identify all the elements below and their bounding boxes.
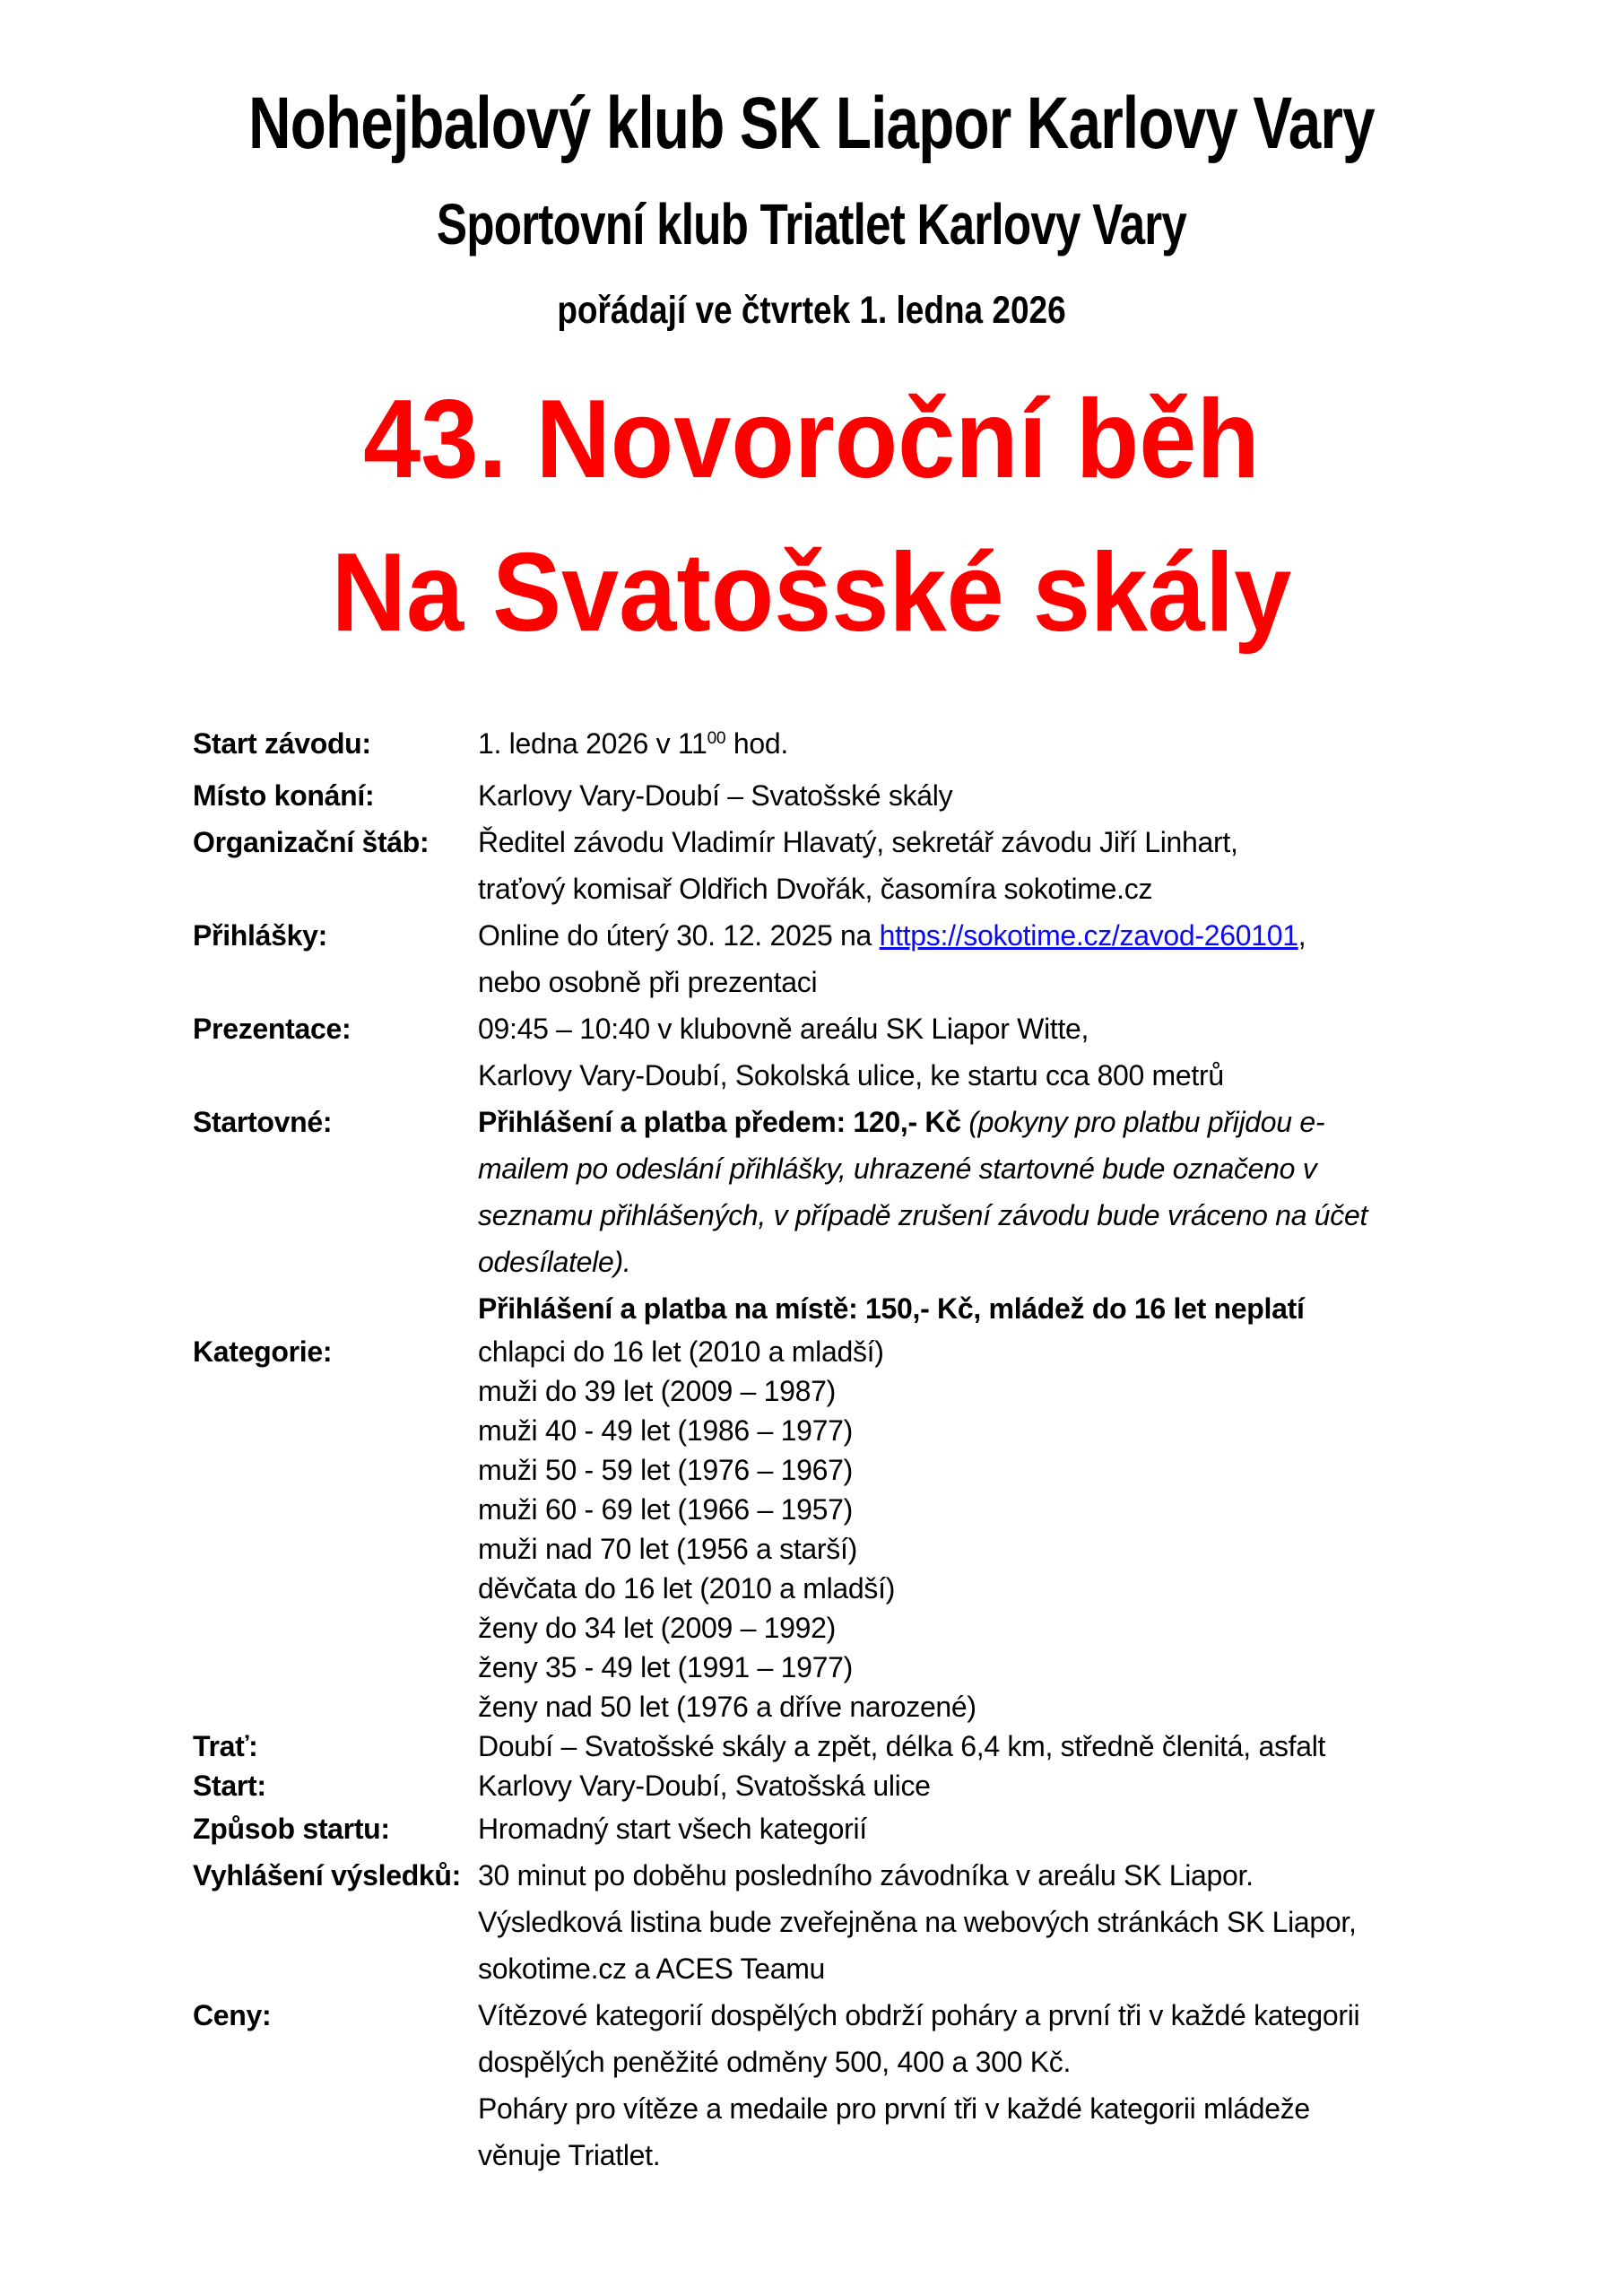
detail-line: [478, 1450, 1462, 1490]
text-segment: muži do 39 let (2009 – 1987): [478, 1375, 836, 1407]
detail-value: [478, 772, 1462, 819]
detail-line: [478, 720, 1462, 772]
detail-line: [478, 1608, 1462, 1648]
detail-line: [478, 2132, 1462, 2179]
text-segment: Přihlášení a platba na místě: 150,- Kč, mládež do 16 let neplatí: [478, 1292, 1305, 1325]
detail-label: Přihlášky:: [193, 919, 327, 952]
detail-line: [478, 1899, 1462, 1945]
text-segment: nebo osobně při prezentaci: [478, 966, 818, 998]
detail-label: Organizační štáb:: [193, 826, 430, 858]
detail-value: [478, 1332, 1462, 1726]
detail-label: Způsob startu:: [193, 1813, 390, 1845]
detail-value: [478, 819, 1462, 912]
detail-label: Ceny:: [193, 1999, 272, 2031]
detail-line: [478, 1005, 1462, 1052]
text-segment: traťový komisař Oldřich Dvořák, časomíra sokotime.cz: [478, 873, 1153, 905]
detail-value: [478, 912, 1462, 1005]
detail-label: Prezentace:: [193, 1013, 352, 1045]
detail-line: [478, 1852, 1462, 1899]
text-segment: seznamu přihlášených, v případě zrušení závodu bude vráceno na účet: [478, 1199, 1368, 1231]
detail-label: Vyhlášení výsledků:: [193, 1859, 462, 1892]
detail-row: [193, 1992, 1462, 2179]
event-title-line2: Na Svatošské skály: [331, 531, 1292, 655]
detail-row: [193, 1805, 1462, 1852]
text-segment: hod.: [725, 727, 788, 760]
text-segment: sokotime.cz a ACES Teamu: [478, 1952, 826, 1985]
text-segment: ženy 35 - 49 let (1991 – 1977): [478, 1651, 853, 1683]
detail-line: [478, 1490, 1462, 1529]
detail-line: [478, 1099, 1462, 1145]
detail-label: Startovné:: [193, 1106, 333, 1138]
detail-row: [193, 1099, 1462, 1332]
detail-line: [478, 1052, 1462, 1099]
detail-row: [193, 1332, 1462, 1726]
detail-row: [193, 1852, 1462, 1992]
detail-line: [478, 1411, 1462, 1450]
detail-row: [193, 1726, 1462, 1766]
text-segment: muži 40 - 49 let (1986 – 1977): [478, 1414, 853, 1447]
text-segment: Doubí – Svatošské skály a zpět, délka 6,4 km, středně členitá, asfalt: [478, 1730, 1326, 1762]
detail-value: [478, 1766, 1462, 1805]
text-segment: chlapci do 16 let (2010 a mladší): [478, 1335, 884, 1368]
text-segment: dospělých peněžité odměny 500, 400 a 300 Kč.: [478, 2046, 1072, 2078]
text-segment: ženy nad 50 let (1976 a dříve narozené): [478, 1691, 976, 1723]
detail-value: [478, 1805, 1462, 1852]
detail-value: [478, 1992, 1462, 2179]
organizer-primary-title: Nohejbalový klub SK Liapor Karlovy Vary: [248, 83, 1375, 164]
detail-value: [478, 1726, 1462, 1766]
text-segment: Online do úterý 30. 12. 2025 na: [478, 919, 880, 952]
detail-value: [478, 1099, 1462, 1332]
text-segment: Hromadný start všech kategorií: [478, 1813, 867, 1845]
detail-label: Místo konání:: [193, 779, 375, 812]
detail-value: [478, 720, 1462, 772]
detail-line: [478, 1192, 1462, 1239]
detail-line: [478, 772, 1462, 819]
text-segment: Přihlášení a platba předem: 120,- Kč: [478, 1106, 969, 1138]
text-segment: 00: [707, 729, 726, 749]
detail-row: [193, 1766, 1462, 1805]
organizer-secondary-title: Sportovní klub Triatlet Karlovy Vary: [436, 192, 1187, 257]
event-title: [56, 363, 1566, 670]
detail-line: [478, 912, 1462, 959]
detail-row: [193, 720, 1462, 772]
text-segment: 09:45 – 10:40 v klubovně areálu SK Liapor Witte,: [478, 1013, 1089, 1045]
text-segment: Vítězové kategorií dospělých obdrží poháry a první tři v každé kategorii: [478, 1999, 1360, 2031]
detail-line: [478, 2039, 1462, 2085]
text-segment: Karlovy Vary-Doubí, Svatošská ulice: [478, 1770, 931, 1802]
detail-line: [478, 959, 1462, 1005]
text-segment: muži 50 - 59 let (1976 – 1967): [478, 1454, 853, 1486]
text-segment: Karlovy Vary-Doubí, Sokolská ulice, ke startu cca 800 metrů: [478, 1059, 1224, 1091]
detail-line: [478, 1239, 1462, 1285]
detail-row: [193, 819, 1462, 912]
detail-line: [478, 1285, 1462, 1332]
detail-label: Kategorie:: [193, 1335, 333, 1368]
text-segment: Karlovy Vary-Doubí – Svatošské skály: [478, 779, 953, 812]
detail-line: [478, 1371, 1462, 1411]
text-segment: ,: [1298, 919, 1306, 952]
detail-line: [478, 1648, 1462, 1687]
text-segment: 30 minut po doběhu posledního závodníka v areálu SK Liapor.: [478, 1859, 1254, 1892]
detail-line: [478, 1687, 1462, 1726]
text-segment: (pokyny pro platbu přijdou e-: [968, 1106, 1325, 1138]
detail-line: [478, 1332, 1462, 1371]
text-segment: děvčata do 16 let (2010 a mladší): [478, 1572, 896, 1605]
text-segment: odesílatele).: [478, 1246, 631, 1278]
detail-line: [478, 1945, 1462, 1992]
detail-line: [478, 865, 1462, 912]
detail-line: [478, 2085, 1462, 2132]
text-segment: ženy do 34 let (2009 – 1992): [478, 1612, 837, 1644]
text-segment: věnuje Triatlet.: [478, 2139, 661, 2171]
detail-line: [478, 1529, 1462, 1569]
detail-row: [193, 1005, 1462, 1099]
detail-value: [478, 1852, 1462, 1992]
detail-value: [478, 1005, 1462, 1099]
text-segment: muži nad 70 let (1956 a starší): [478, 1533, 857, 1565]
detail-row: [193, 912, 1462, 1005]
details-section: [0, 720, 1623, 2179]
text-segment: Výsledková listina bude zveřejněna na webových stránkách SK Liapor,: [478, 1906, 1357, 1938]
detail-line: [478, 819, 1462, 865]
detail-line: [478, 1992, 1462, 2039]
detail-line: [478, 1145, 1462, 1192]
detail-label: Trať:: [193, 1730, 258, 1762]
detail-label: Start:: [193, 1770, 266, 1802]
text-segment: Poháry pro vítěze a medaile pro první tři v každé kategorii mládeže: [478, 2092, 1310, 2125]
text-segment: 1. ledna 2026 v 11: [478, 727, 707, 760]
detail-line: [478, 1805, 1462, 1852]
text-segment: Ředitel závodu Vladimír Hlavatý, sekretář závodu Jiří Linhart,: [478, 826, 1238, 858]
registration-link[interactable]: https://sokotime.cz/zavod-260101: [879, 919, 1298, 952]
detail-row: [193, 772, 1462, 819]
event-date-line: pořádají ve čtvrtek 1. ledna 2026: [557, 289, 1066, 332]
detail-line: [478, 1726, 1462, 1766]
detail-label: Start závodu:: [193, 727, 371, 760]
text-segment: mailem po odeslání přihlášky, uhrazené startovné bude označeno v: [478, 1152, 1317, 1185]
detail-line: [478, 1766, 1462, 1805]
detail-line: [478, 1569, 1462, 1608]
text-segment: muži 60 - 69 let (1966 – 1957): [478, 1493, 853, 1526]
event-title-line1: 43. Novoroční běh: [363, 378, 1260, 501]
